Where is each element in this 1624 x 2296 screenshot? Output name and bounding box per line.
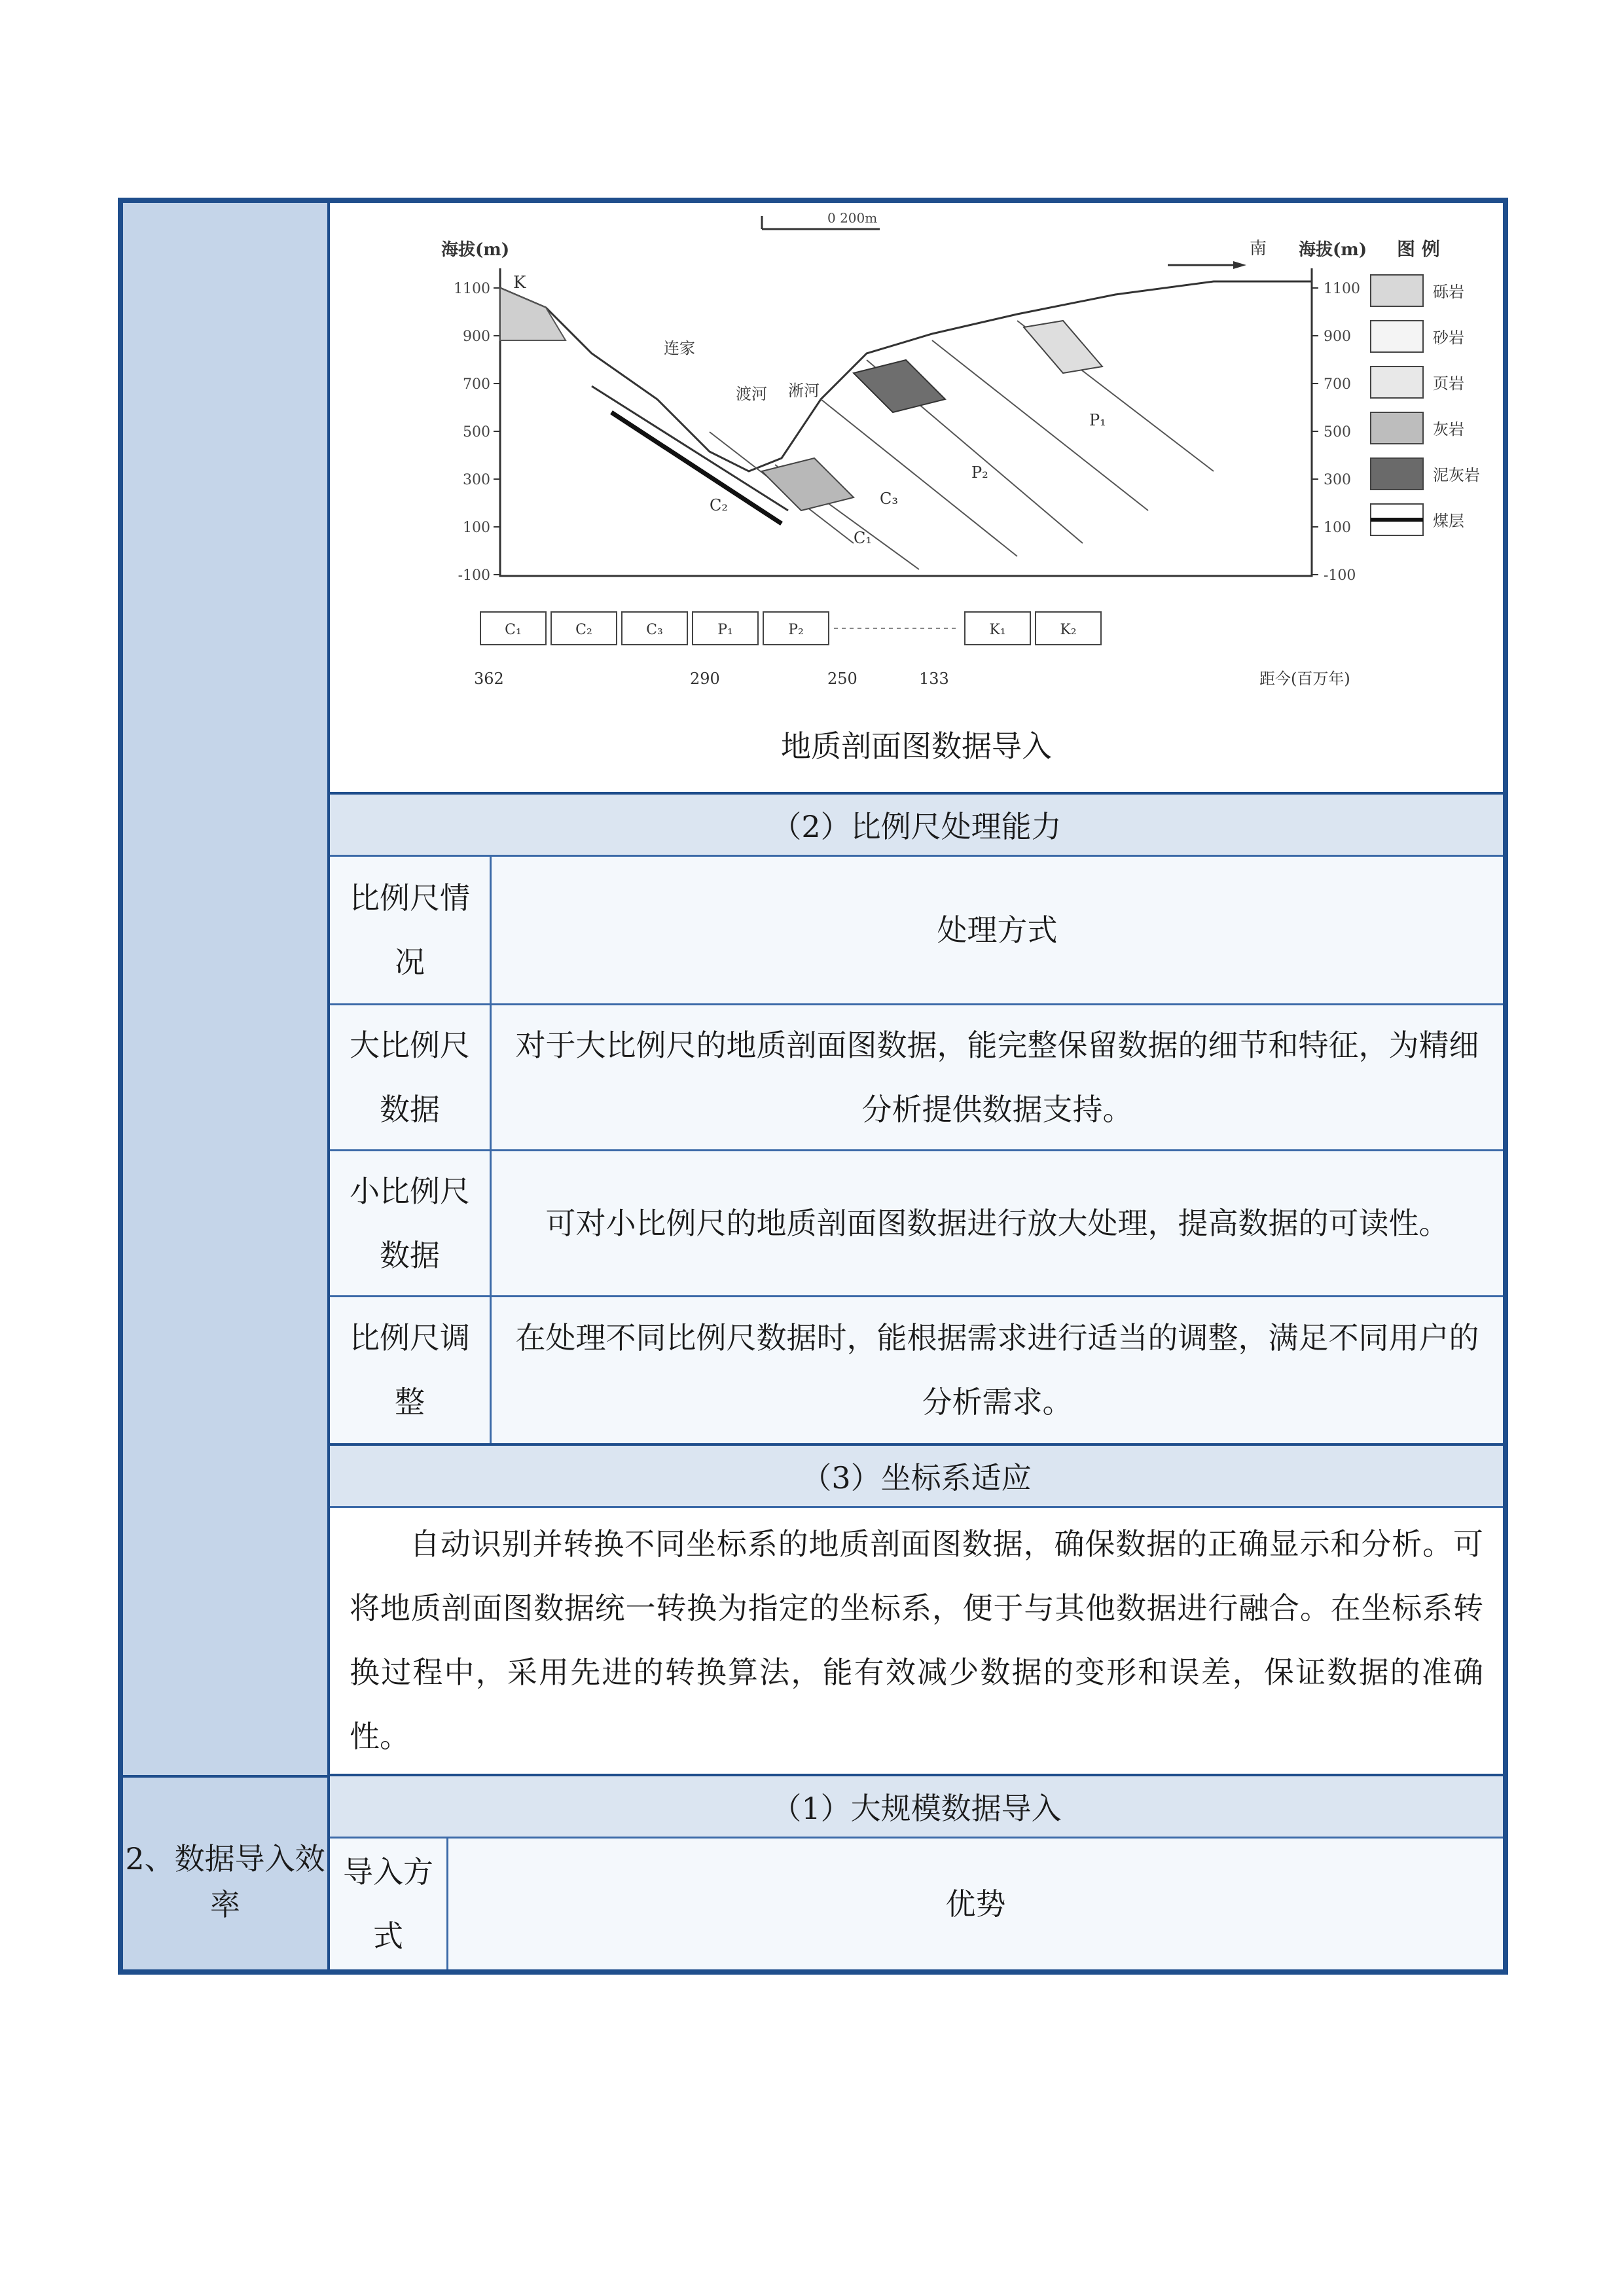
distance-tick: 362 (474, 670, 504, 688)
scale-header-col2: 处理方式 (937, 912, 1058, 948)
strip-cell-label: C₂ (575, 622, 592, 638)
right-tick-label: 300 (1324, 472, 1351, 488)
strip-cell-label: P₂ (788, 622, 804, 638)
label-c1: C₁ (854, 529, 872, 547)
scale-row-label: 小比例尺数据 (350, 1174, 470, 1273)
legend-swatch (1371, 321, 1423, 352)
category-label-data-import: 2、数据导入效率 (125, 1841, 325, 1922)
right-tick-label: -100 (1324, 567, 1356, 584)
right-tick-label: 700 (1324, 376, 1351, 393)
label-p2: P₂ (971, 463, 988, 482)
left-tick-label: 900 (463, 329, 490, 345)
left-tick-label: 500 (463, 424, 490, 440)
right-tick-label: 1100 (1324, 281, 1360, 297)
legend-swatch (1371, 458, 1423, 490)
left-tick-label: 700 (463, 376, 490, 393)
left-axis-title: 海拔(m) (441, 240, 510, 260)
right-content (330, 203, 1503, 1969)
distance-label: 距今(百万年) (1259, 670, 1350, 688)
distance-tick: 290 (690, 670, 720, 688)
geology-figure (330, 203, 1503, 792)
strip-cell-label: K₂ (1060, 622, 1077, 638)
figure-caption: 地质剖面图数据导入 (781, 728, 1052, 764)
label-k: K (513, 273, 526, 293)
legend-label: 煤层 (1433, 512, 1464, 530)
scale-table (330, 857, 1503, 1531)
legend-label: 砾岩 (1433, 283, 1464, 301)
section-heading-bulk-import: （1）大规模数据导入 (330, 1776, 1503, 1837)
left-axis-ticks (454, 281, 500, 584)
label-c2: C₂ (710, 496, 728, 514)
left-category-column (123, 203, 330, 1969)
legend-label: 灰岩 (1433, 420, 1464, 439)
scale-header-col1: 比例尺情况 (350, 880, 470, 980)
right-tick-label: 500 (1324, 424, 1351, 440)
left-tick-label: 100 (463, 520, 490, 536)
import-table (330, 1839, 1503, 1969)
scale-row-text: 可对小比例尺的地质剖面图数据进行放大处理，提高数据的可读性。 (545, 1206, 1449, 1241)
right-axis-ticks (1312, 281, 1360, 584)
scale-bar-label: 0 200m (827, 210, 878, 226)
import-header-col1: 导入方式 (343, 1854, 433, 1954)
legend-swatch (1371, 412, 1423, 444)
legend-swatch (1371, 275, 1423, 306)
strip-cell-label: C₃ (646, 622, 663, 638)
section-heading-coordinate: （3）坐标系适应 (330, 1446, 1503, 1506)
stratigraphic-strip (474, 612, 1101, 688)
scale-row-label: 比例尺调整 (350, 1320, 470, 1420)
strip-cell-label: K₁ (989, 622, 1006, 638)
legend-title: 图 例 (1397, 238, 1440, 260)
import-header-col2: 优势 (945, 1886, 1006, 1922)
label-lianjia: 连家 (664, 339, 695, 357)
scale-row-label: 大比例尺数据 (350, 1028, 470, 1127)
left-tick-label: 300 (463, 472, 490, 488)
scale-row-text: 对于大比例尺的地质剖面图数据，能完整保留数据的细节和特征，为精细分析提供数据支持。 (515, 1028, 1479, 1127)
geologic-cross-section (395, 203, 1574, 713)
strip-cell-label: P₁ (717, 622, 733, 638)
legend-label: 砂岩 (1433, 329, 1464, 347)
section-heading-scale: （2）比例尺处理能力 (330, 795, 1503, 855)
right-axis-title: 海拔(m) (1299, 240, 1367, 260)
legend-label: 泥灰岩 (1433, 466, 1480, 484)
legend-label: 页岩 (1433, 374, 1464, 393)
document-table (118, 198, 1508, 1975)
label-c3: C₃ (880, 490, 898, 508)
left-tick-label: -100 (458, 567, 490, 584)
right-tick-label: 100 (1324, 520, 1351, 536)
right-tick-label: 900 (1324, 329, 1351, 345)
left-divider (123, 1775, 327, 1778)
distance-tick: 133 (919, 670, 949, 688)
label-p1: P₁ (1089, 411, 1106, 429)
distance-tick: 250 (827, 670, 857, 688)
strip-cell-label: C₁ (505, 622, 522, 638)
legend-swatch (1371, 367, 1423, 398)
legend (1371, 275, 1480, 535)
direction-label: 南 (1250, 239, 1267, 259)
label-zhehe: 淅河 (788, 382, 820, 400)
scale-row-text: 在处理不同比例尺数据时，能根据需求进行适当的调整，满足不同用户的分析需求。 (515, 1320, 1479, 1420)
label-yuhe: 渡河 (736, 385, 767, 403)
coordinate-section (330, 1508, 1503, 1774)
coordinate-paragraph: 自动识别并转换不同坐标系的地质剖面图数据，确保数据的正确显示和分析。可将地质剖面图数据统一转换为指定的坐标系，便于与其他数据进行融合。在坐标系转换过程中，采用先进的转换算法，能有效减少数据的变形和误差，保证数据的准确性。 (350, 1526, 1483, 1754)
left-tick-label: 1100 (454, 281, 490, 297)
